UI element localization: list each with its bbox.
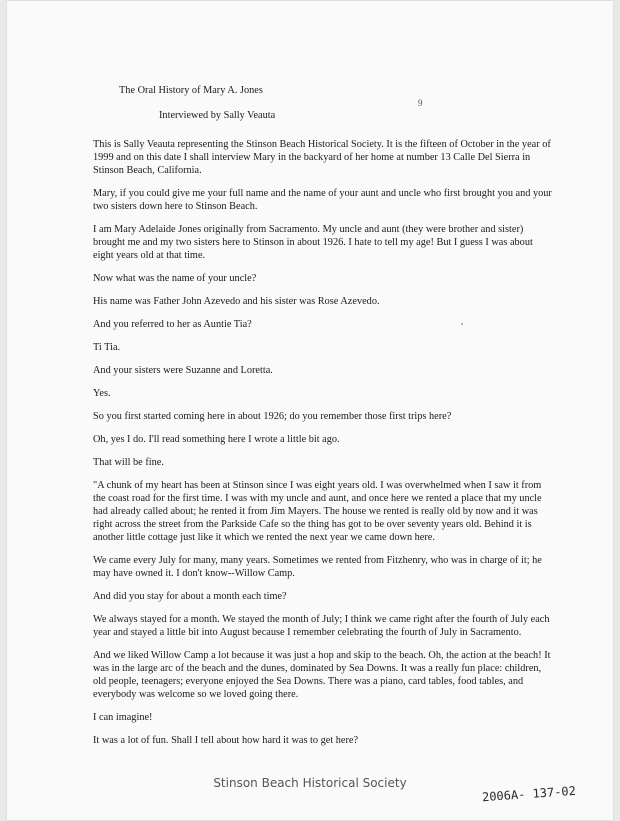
paragraph: "A chunk of my heart has been at Stinson since I was eight years old. I was overwhelmed when I saw it from the coast road for the first time. I was with my uncle and aunt, and once here we rented a place that my uncle had already called about; he rented it from Jim Mayers. The house we rented is really old by now and it was right across the street from the Parkside Cafe so the thing has got to be over seventy years old. Behind it is another little cottage just like it which we rented the next year we came down here. bbox=[93, 480, 542, 543]
paper-speck bbox=[461, 323, 463, 325]
paragraph: We came every July for many, many years. Sometimes we rented from Fitzhenry, who was in charge of it; he may have owned it. I don't know--Willow Camp. bbox=[93, 555, 542, 579]
paragraph: Mary, if you could give me your full name and the name of your aunt and uncle who first brought you and your two sisters down here to Stinson Beach. bbox=[93, 188, 552, 212]
paragraph: And did you stay for about a month each time? bbox=[93, 591, 287, 602]
paragraph: So you first started coming here in about 1926; do you remember those first trips here? bbox=[93, 411, 452, 422]
transcript-body bbox=[93, 84, 555, 757]
footer-watermark: Stinson Beach Historical Society bbox=[213, 776, 407, 790]
paragraph: And you referred to her as Auntie Tia? bbox=[93, 319, 252, 330]
paragraph: Ti Tia. bbox=[93, 342, 121, 353]
paragraph: We always stayed for a month. We stayed the month of July; I think we came right after the fourth of July each year and stayed a little bit into August because I remember celebrating the fourth of July in Sacramento. bbox=[93, 614, 550, 638]
paragraph: Now what was the name of your uncle? bbox=[93, 273, 257, 284]
paragraph: It was a lot of fun. Shall I tell about how hard it was to get here? bbox=[93, 735, 359, 746]
paragraph: This is Sally Veauta representing the Stinson Beach Historical Society. It is the fifteen of October in the year of 1999 and on this date I shall interview Mary in the backyard of her home at number 13 Calle Del Sierra in Stinson Beach, California. bbox=[93, 139, 551, 176]
paragraph: Yes. bbox=[93, 388, 111, 399]
paragraph: And your sisters were Suzanne and Loretta. bbox=[93, 365, 273, 376]
paragraph: I am Mary Adelaide Jones originally from Sacramento. My uncle and aunt (they were brother and sister) brought me and my two sisters here to Stinson in about 1926. I hate to tell my age! But I guess I was about eight years old at that time. bbox=[93, 224, 533, 261]
paragraph: His name was Father John Azevedo and his sister was Rose Azevedo. bbox=[93, 296, 380, 307]
paragraph: That will be fine. bbox=[93, 457, 164, 468]
paragraph: Oh, yes I do. I'll read something here I wrote a little bit ago. bbox=[93, 434, 340, 445]
paragraph: And we liked Willow Camp a lot because it was just a hop and skip to the beach. Oh, the action at the beach! It was in the large arc of the beach and the dunes, dominated by Sea Downs. It was a really fun place: children, old people, teenagers; everyone enjoyed the Sea Downs. There was a piano, card tables, food tables, and everybody was welcome so we loved going there. bbox=[93, 650, 551, 700]
document-subtitle: Interviewed by Sally Veauta bbox=[159, 110, 276, 121]
accession-number: 2006A- 137-02 bbox=[481, 783, 577, 805]
corner-mark: 9 bbox=[418, 98, 423, 108]
document-page bbox=[6, 0, 614, 821]
document-title: The Oral History of Mary A. Jones bbox=[119, 85, 263, 96]
paragraph: I can imagine! bbox=[93, 712, 153, 723]
